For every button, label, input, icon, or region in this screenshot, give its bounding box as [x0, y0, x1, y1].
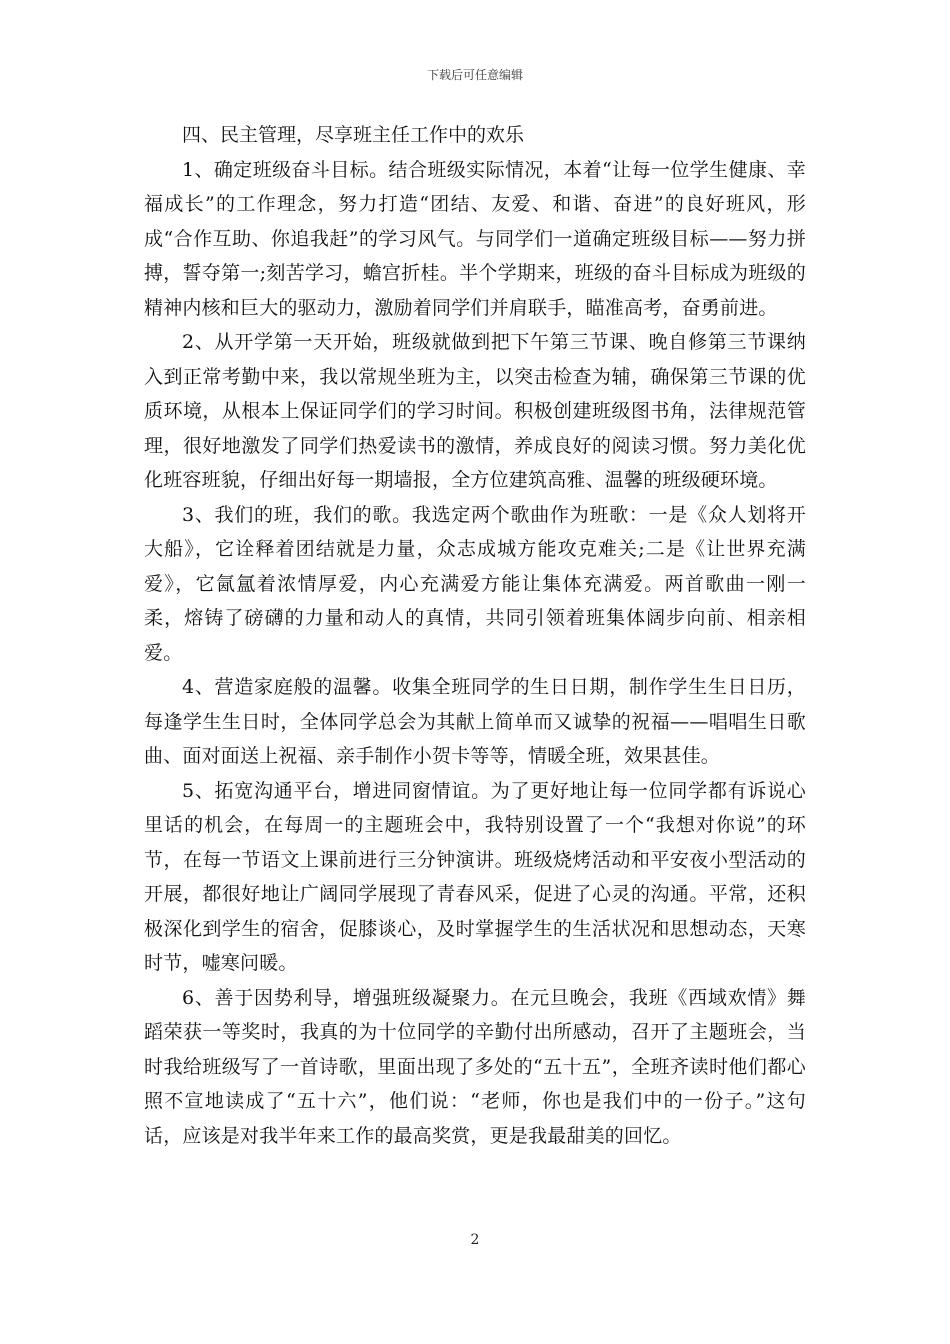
paragraph-4: 4、营造家庭般的温馨。收集全班同学的生日日期，制作学生生日日历，每逢学生生日时，全体同学总会为其献上简单而又诚挚的祝福——唱唱生日歌曲、面对面送上祝福、亲手制作小贺卡等等，情暖全班，效果甚佳。: [144, 676, 806, 767]
page-header: 下载后可任意编辑: [426, 68, 523, 82]
paragraph-6: 6、善于因势利导，增强班级凝聚力。在元旦晚会，我班《西域欢情》舞蹈荣获一等奖时，我真的为十位同学的辛勤付出所感动，召开了主题班会，当时我给班级写了一首诗歌，里面出现了多处的“五十五”，全班齐读时他们都心照不宣地读成了“五十六”，他们说：“老师，你也是我们中的一份子。”这句话，应该是对我半年来工作的最高奖赏，更是我最甜美的回忆。: [144, 986, 806, 1147]
document-body: [144, 118, 806, 1153]
paragraph-1: 1、确定班级奋斗目标。结合班级实际情况，本着“让每一位学生健康、幸福成长”的工作理念，努力打造“团结、友爱、和谐、奋进”的良好班风，形成“合作互助、你追我赶”的学习风气。与同学们一道确定班级目标——努力拼搏，誓夺第一;刻苦学习，蟾宫折桂。半个学期来，班级的奋斗目标成为班级的精神内核和巨大的驱动力，激励着同学们并肩联手，瞄准高考，奋勇前进。: [144, 158, 806, 319]
page-number: 2: [470, 1232, 480, 1248]
paragraph-2: 2、从开学第一天开始，班级就做到把下午第三节课、晚自修第三节课纳入到正常考勤中来，我以常规坐班为主，以突击检查为辅，确保第三节课的优质环境，从根本上保证同学们的学习时间。积极创建班级图书角，法律规范管理，很好地激发了同学们热爱读书的激情，养成良好的阅读习惯。努力美化优化班容班貌，仔细出好每一期墙报，全方位建筑高雅、温馨的班级硬环境。: [144, 331, 806, 491]
paragraph-3: 3、我们的班，我们的歌。我选定两个歌曲作为班歌：一是《众人划将开大船》，它诠释着团结就是力量，众志成城方能攻克难关;二是《让世界充满爱》，它氤氲着浓情厚爱，内心充满爱方能让集体充满爱。两首歌曲一刚一柔，熔铸了磅礴的力量和动人的真情，共同引领着班集体阔步向前、相亲相爱。: [144, 503, 806, 664]
section-heading: 四、民主管理，尽享班主任工作中的欢乐: [182, 124, 525, 146]
paragraph-5: 5、拓宽沟通平台，增进同窗情谊。为了更好地让每一位同学都有诉说心里话的机会，在每周一的主题班会中，我特别设置了一个“我想对你说”的环节，在每一节语文上课前进行三分钟演讲。班级烧烤活动和平安夜小型活动的开展，都很好地让广阔同学展现了青春风采，促进了心灵的沟通。平常，还积极深化到学生的宿舍，促膝谈心，及时掌握学生的生活状况和思想动态，天寒时节，嘘寒问暖。: [144, 779, 806, 974]
